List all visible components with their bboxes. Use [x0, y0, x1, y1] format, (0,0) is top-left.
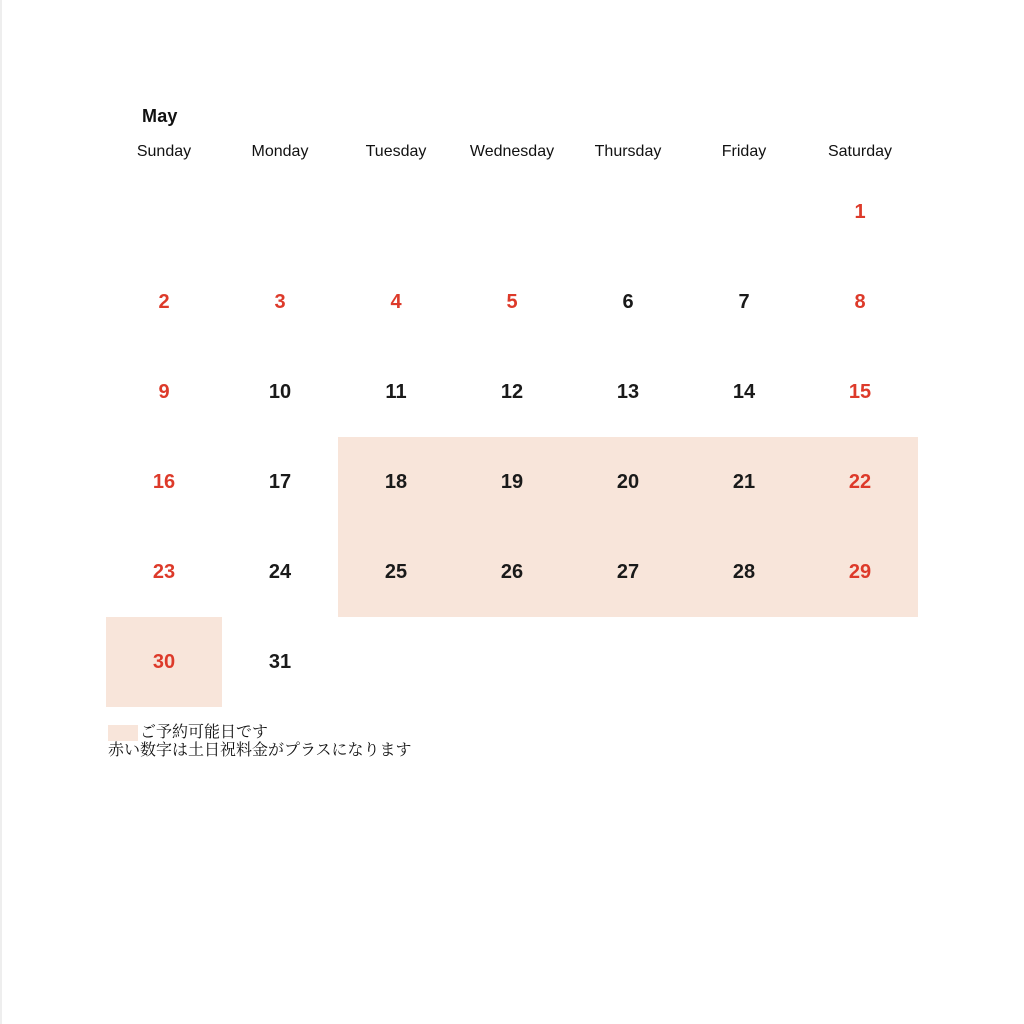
legend-available-swatch — [108, 725, 138, 741]
calendar-day-29[interactable]: 29 — [802, 527, 918, 617]
weekday-wednesday: Wednesday — [469, 143, 555, 160]
calendar-day-18[interactable]: 18 — [338, 437, 454, 527]
calendar-empty-cell — [454, 167, 570, 257]
weekday-sunday: Sunday — [136, 143, 192, 160]
calendar-day-24[interactable]: 24 — [268, 560, 292, 583]
calendar-day-23[interactable]: 23 — [152, 560, 176, 583]
calendar-day-31[interactable]: 31 — [268, 650, 292, 673]
weekday-thursday: Thursday — [594, 143, 662, 160]
calendar-day-13[interactable]: 13 — [616, 380, 640, 403]
calendar-day-4[interactable]: 4 — [390, 290, 402, 313]
calendar-day-7[interactable]: 7 — [738, 290, 750, 313]
calendar-day-11[interactable]: 11 — [385, 380, 407, 403]
calendar-day-12[interactable]: 12 — [500, 380, 524, 403]
calendar-day-19[interactable]: 19 — [454, 437, 570, 527]
calendar-day-16[interactable]: 16 — [152, 470, 176, 493]
calendar-day-6[interactable]: 6 — [622, 290, 634, 313]
legend-available-label: ご予約可能日です — [140, 724, 269, 741]
calendar-day-14[interactable]: 14 — [732, 380, 756, 403]
calendar-day-20[interactable]: 20 — [570, 437, 686, 527]
month-title: May — [142, 106, 178, 126]
calendar-day-5[interactable]: 5 — [506, 290, 518, 313]
calendar-day-2[interactable]: 2 — [158, 290, 170, 313]
calendar-grid — [106, 167, 918, 707]
calendar-day-1[interactable]: 1 — [854, 200, 866, 223]
calendar-empty-cell — [338, 167, 454, 257]
weekday-friday: Friday — [721, 143, 767, 160]
legend-red-note: 赤い数字は土日祝料金がプラスになります — [108, 742, 412, 759]
calendar-day-27[interactable]: 27 — [570, 527, 686, 617]
weekday-saturday: Saturday — [827, 143, 893, 160]
calendar-day-9[interactable]: 9 — [158, 380, 170, 403]
weekday-tuesday: Tuesday — [365, 143, 427, 160]
page-edge — [0, 0, 2, 1024]
calendar-day-8[interactable]: 8 — [854, 290, 866, 313]
calendar-empty-cell — [686, 167, 802, 257]
calendar-day-15[interactable]: 15 — [848, 380, 872, 403]
calendar-day-21[interactable]: 21 — [686, 437, 802, 527]
calendar-day-10[interactable]: 10 — [268, 380, 292, 403]
calendar-day-28[interactable]: 28 — [686, 527, 802, 617]
weekday-header-row — [106, 140, 918, 164]
calendar-day-22[interactable]: 22 — [802, 437, 918, 527]
calendar-empty-cell — [570, 167, 686, 257]
weekday-monday: Monday — [251, 143, 309, 160]
calendar-day-25[interactable]: 25 — [338, 527, 454, 617]
calendar-day-17[interactable]: 17 — [268, 470, 292, 493]
legend — [108, 724, 412, 760]
legend-available-row — [108, 724, 412, 742]
calendar-empty-cell — [106, 167, 222, 257]
calendar-empty-cell — [222, 167, 338, 257]
calendar-day-30[interactable]: 30 — [106, 617, 222, 707]
calendar-day-3[interactable]: 3 — [274, 290, 286, 313]
calendar-day-26[interactable]: 26 — [454, 527, 570, 617]
